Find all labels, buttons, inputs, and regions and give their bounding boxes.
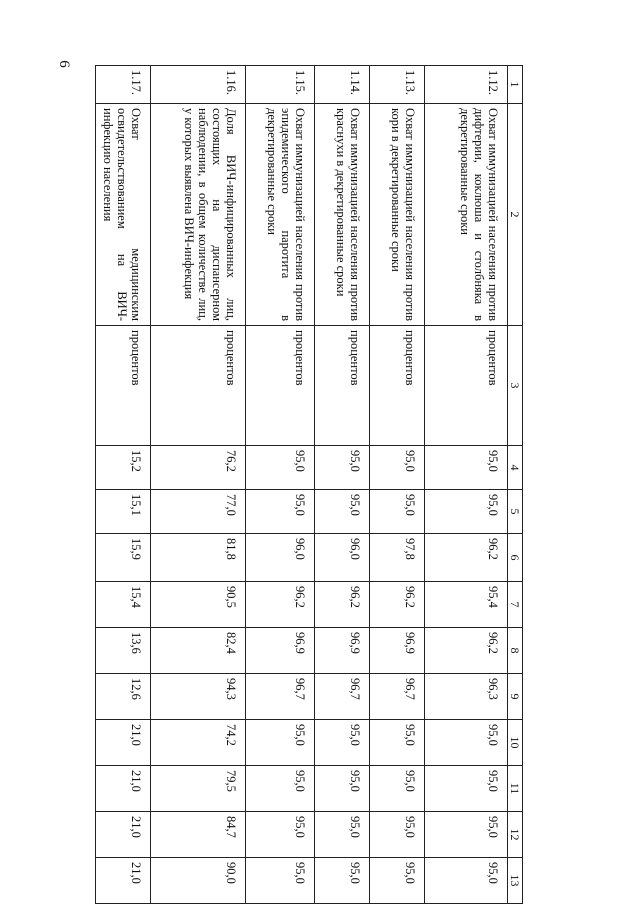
value-cell: 95,0 (425, 490, 508, 534)
value-cell: 79,5 (151, 766, 246, 812)
unit-cell: процентов (246, 326, 315, 446)
column-header: 13 (508, 858, 523, 904)
value-cell: 95,0 (315, 720, 370, 766)
value-cell: 15,4 (96, 582, 151, 628)
unit-cell: процентов (425, 326, 508, 446)
value-cell: 21,0 (96, 812, 151, 858)
column-header: 7 (508, 582, 523, 628)
value-cell: 90,0 (151, 858, 246, 904)
table-row (96, 66, 151, 904)
value-cell: 95,0 (315, 490, 370, 534)
value-cell: 96,9 (246, 628, 315, 674)
value-cell: 12,6 (96, 674, 151, 720)
value-cell: 76,2 (151, 446, 246, 490)
row-number: 1.14. (315, 66, 370, 104)
table-row (315, 66, 370, 904)
value-cell: 21,0 (96, 766, 151, 812)
unit-cell: процентов (370, 326, 425, 446)
indicator-name: Охват иммунизацией населения против краснухи в декретированные сроки (315, 104, 370, 326)
indicator-name: Доля ВИЧ-инфицированных лиц, состоящих на диспансерном наблюдении, в общем количестве лиц, у которых выявлена ВИЧ-инфекция (151, 104, 246, 326)
unit-cell: процентов (96, 326, 151, 446)
header-row (508, 66, 523, 904)
column-header: 1 (508, 66, 523, 104)
value-cell: 95,4 (425, 582, 508, 628)
indicator-name: Охват иммунизацией населения против эпидемического паротита в декретированные сроки (246, 104, 315, 326)
value-cell: 96,2 (315, 582, 370, 628)
value-cell: 95,0 (370, 766, 425, 812)
column-header: 8 (508, 628, 523, 674)
table-row (370, 66, 425, 904)
value-cell: 95,0 (246, 490, 315, 534)
value-cell: 96,7 (246, 674, 315, 720)
value-cell: 95,0 (370, 720, 425, 766)
value-cell: 81,8 (151, 534, 246, 582)
column-header: 12 (508, 812, 523, 858)
value-cell: 15,9 (96, 534, 151, 582)
value-cell: 15,2 (96, 446, 151, 490)
value-cell: 95,0 (425, 812, 508, 858)
value-cell: 21,0 (96, 720, 151, 766)
value-cell: 96,2 (370, 582, 425, 628)
page-number: 6 (56, 60, 72, 68)
column-header: 2 (508, 104, 523, 326)
value-cell: 13,6 (96, 628, 151, 674)
value-cell: 96,2 (425, 628, 508, 674)
value-cell: 96,9 (315, 628, 370, 674)
value-cell: 95,0 (246, 720, 315, 766)
value-cell: 95,0 (315, 812, 370, 858)
column-header: 6 (508, 534, 523, 582)
indicator-name: Охват иммунизацией населения против кори в декретированные сроки (370, 104, 425, 326)
row-number: 1.16. (151, 66, 246, 104)
value-cell: 96,7 (315, 674, 370, 720)
value-cell: 95,0 (246, 858, 315, 904)
value-cell: 15,1 (96, 490, 151, 534)
value-cell: 95,0 (246, 446, 315, 490)
value-cell: 96,0 (246, 534, 315, 582)
value-cell: 95,0 (246, 812, 315, 858)
row-number: 1.17. (96, 66, 151, 104)
table-row (425, 66, 508, 904)
value-cell: 95,0 (315, 446, 370, 490)
value-cell: 95,0 (370, 812, 425, 858)
value-cell: 95,0 (425, 720, 508, 766)
value-cell: 96,9 (370, 628, 425, 674)
value-cell: 95,0 (425, 446, 508, 490)
value-cell: 96,0 (315, 534, 370, 582)
value-cell: 97,8 (370, 534, 425, 582)
column-header: 10 (508, 720, 523, 766)
column-header: 3 (508, 326, 523, 446)
unit-cell: процентов (315, 326, 370, 446)
value-cell: 96,3 (425, 674, 508, 720)
row-number: 1.13. (370, 66, 425, 104)
indicators-table (95, 65, 523, 904)
indicator-name: Охват медицинским освидетельствованием на ВИЧ-инфекцию населения (96, 104, 151, 326)
value-cell: 96,2 (425, 534, 508, 582)
value-cell: 21,0 (96, 858, 151, 904)
value-cell: 95,0 (425, 858, 508, 904)
indicator-name: Охват иммунизацией населения против дифтерии, коклюша и столбняка в декретированные сроки (425, 104, 508, 326)
value-cell: 77,0 (151, 490, 246, 534)
value-cell: 95,0 (370, 446, 425, 490)
value-cell: 95,0 (425, 766, 508, 812)
value-cell: 82,4 (151, 628, 246, 674)
rotated-table-container (101, 65, 523, 903)
value-cell: 90,5 (151, 582, 246, 628)
value-cell: 95,0 (370, 858, 425, 904)
row-number: 1.12. (425, 66, 508, 104)
row-number: 1.15. (246, 66, 315, 104)
table-row (151, 66, 246, 904)
value-cell: 95,0 (246, 766, 315, 812)
value-cell: 95,0 (315, 858, 370, 904)
column-header: 9 (508, 674, 523, 720)
table-row (246, 66, 315, 904)
value-cell: 96,2 (246, 582, 315, 628)
column-header: 11 (508, 766, 523, 812)
value-cell: 74,2 (151, 720, 246, 766)
value-cell: 84,7 (151, 812, 246, 858)
unit-cell: процентов (151, 326, 246, 446)
column-header: 5 (508, 490, 523, 534)
value-cell: 94,3 (151, 674, 246, 720)
column-header: 4 (508, 446, 523, 490)
value-cell: 95,0 (370, 490, 425, 534)
value-cell: 96,7 (370, 674, 425, 720)
value-cell: 95,0 (315, 766, 370, 812)
